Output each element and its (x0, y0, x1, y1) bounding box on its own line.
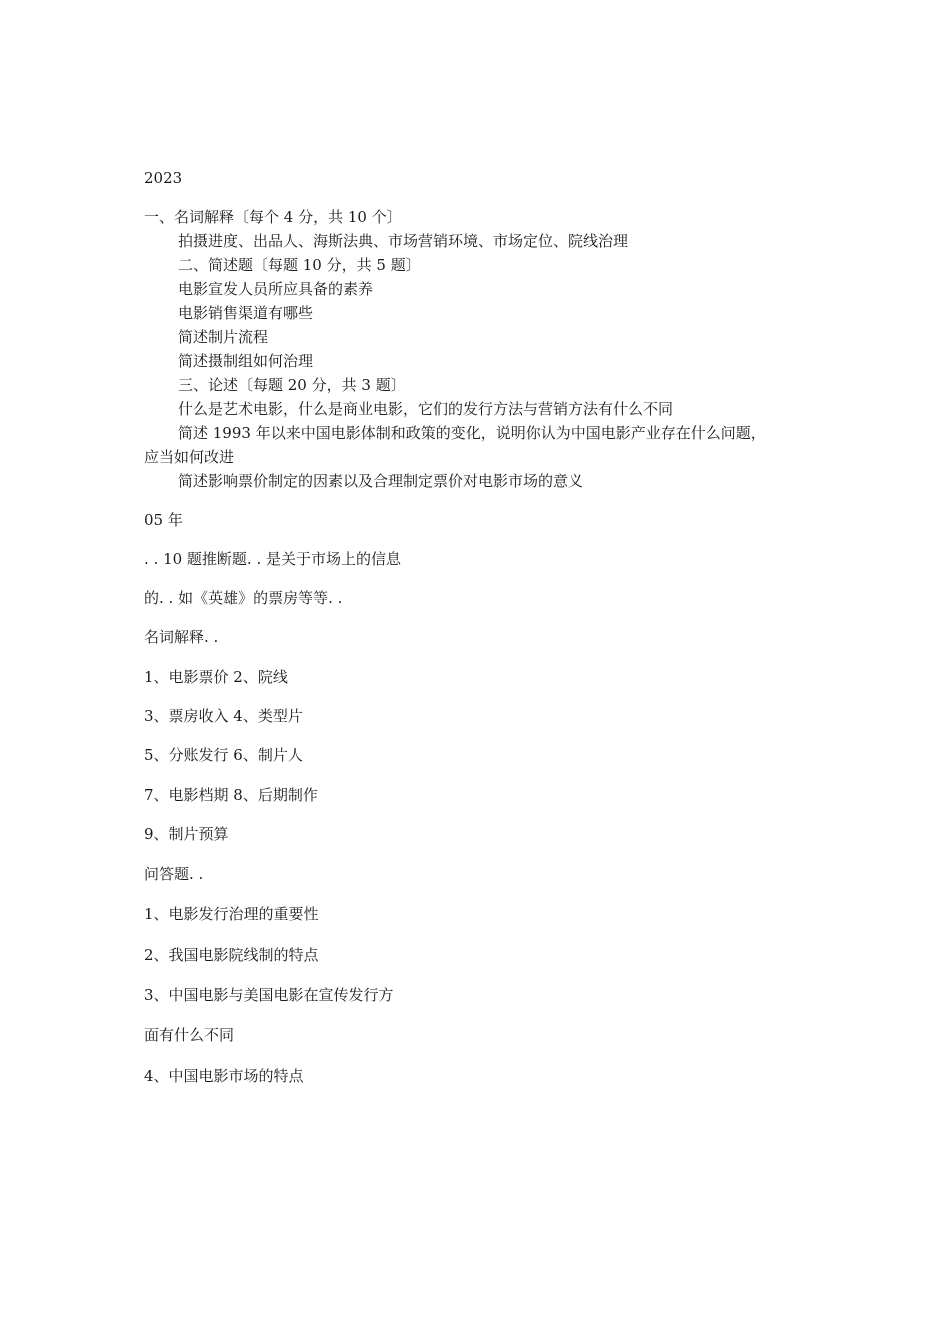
term-item: 7、电影档期 8、后期制作 (144, 786, 318, 804)
section3-question: 什么是艺术电影，什么是商业电影，它们的发行方法与营销方法有什么不同 (178, 400, 674, 418)
section1-terms: 拍摄进度、出品人、海斯法典、市场营销环境、市场定位、院线治理 (178, 232, 629, 250)
year-heading: 2023 (144, 169, 183, 187)
section2-item: 简述摄制组如何治理 (178, 352, 314, 370)
qa-item: 2、我国电影院线制的特点 (144, 946, 319, 964)
section3-question: 简述影响票价制定的因素以及合理制定票价对电影市场的意义 (178, 472, 584, 490)
year2-heading: 05 年 (144, 511, 183, 529)
section3-question: 简述 1993 年以来中国电影体制和政策的变化，说明你认为中国电影产业存在什么问题， (178, 424, 766, 442)
section3-question-continued: 应当如何改进 (144, 448, 235, 466)
term-item: 5、分账发行 6、制片人 (144, 746, 303, 764)
note-line: . . 10 题推断题. . 是关于市场上的信息 (144, 550, 402, 568)
term-item: 3、票房收入 4、类型片 (144, 707, 303, 725)
term-item: 1、电影票价 2、院线 (144, 668, 288, 686)
section3-heading: 三、论述〔每题 20 分，共 3 题〕 (178, 376, 406, 394)
qa-heading: 问答题. . (144, 865, 204, 883)
note-line: 的. . 如《英雄》的票房等等. . (144, 589, 343, 607)
qa-item: 1、电影发行治理的重要性 (144, 905, 319, 923)
section2-item: 电影宣发人员所应具备的素养 (178, 280, 374, 298)
section2-item: 简述制片流程 (178, 328, 269, 346)
terms-heading: 名词解释. . (144, 628, 219, 646)
qa-item: 4、中国电影市场的特点 (144, 1067, 304, 1085)
section1-heading: 一、名词解释〔每个 4 分，共 10 个〕 (144, 208, 402, 226)
section2-item: 电影销售渠道有哪些 (178, 304, 314, 322)
section2-heading: 二、简述题〔每题 10 分，共 5 题〕 (178, 256, 421, 274)
term-item: 9、制片预算 (144, 825, 229, 843)
qa-item: 3、中国电影与美国电影在宣传发行方 (144, 986, 394, 1004)
qa-item-continued: 面有什么不同 (144, 1026, 235, 1044)
